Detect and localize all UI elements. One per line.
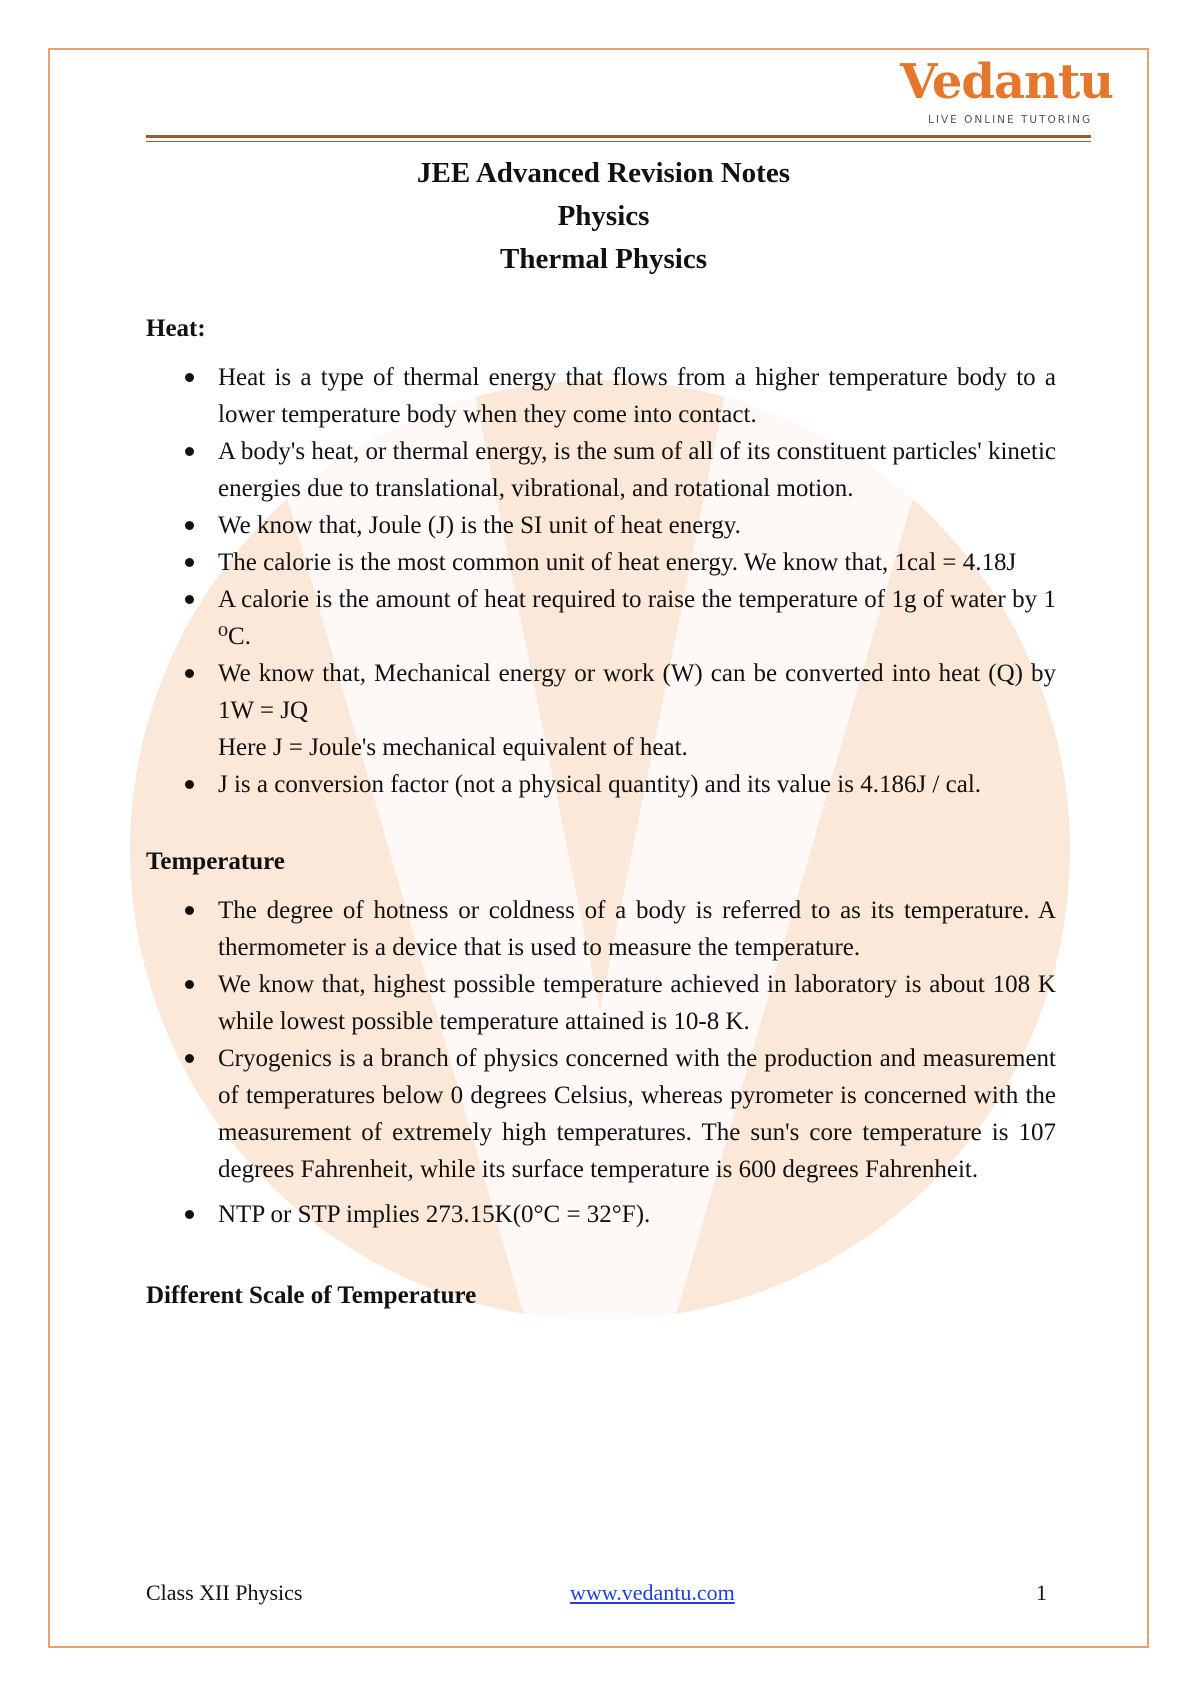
list-item: Cryogenics is a branch of physics concerned with the production and measurement of temperatures below 0 degrees Celsius, whereas pyrometer is concerned with the measurement of extremely high temperatures. The sun's core temperature is 107 degrees Fahrenheit, while its surface temperature is 600 degrees Fahrenheit. [146,1040,1056,1188]
list-item: We know that, highest possible temperature achieved in laboratory is about 108 K while lowest possible temperature attained is 10-8 K. [146,966,1056,1040]
chapter-title: Thermal Physics [499,243,708,275]
footer-website-link[interactable]: www.vedantu.com [570,1580,735,1605]
list-item-note: Here J = Joule's mechanical equivalent of heat. [218,734,688,761]
heat-list [146,359,1056,803]
temperature-heading: Temperature [146,848,285,875]
logo-wordmark: Vedantu [900,54,1114,110]
header-rule-thin [146,141,1091,142]
list-item: The degree of hotness or coldness of a body is referred to as its temperature. A thermometer is a device that is used to measure the temperature. [146,892,1056,966]
list-item: The calorie is the most common unit of heat energy. We know that, 1cal = 4.18J [146,544,1056,581]
main-content [146,310,1056,1314]
scales-heading: Different Scale of Temperature [146,1282,477,1309]
list-item-text: We know that, Mechanical energy or work (W) can be converted into heat (Q) by 1W = JQ [218,660,1056,724]
footer-class-label: Class XII Physics [146,1580,303,1605]
list-item: J is a conversion factor (not a physical quantity) and its value is 4.186J / cal. [146,766,1056,803]
logo-tagline: LIVE ONLINE TUTORING [928,114,1093,126]
header-rule [146,135,1091,138]
list-item: A body's heat, or thermal energy, is the sum of all of its constituent particles' kinetic energies due to translational, vibrational, and rotational motion. [146,433,1056,507]
list-item: NTP or STP implies 273.15K(0°C = 32°F). [146,1196,1056,1233]
page-number: 1 [1036,1580,1047,1605]
list-item: We know that, Joule (J) is the SI unit of heat energy. [146,507,1056,544]
title-block [146,152,1061,281]
list-item: A calorie is the amount of heat required to raise the temperature of 1g of water by 1 ⁰C. [146,581,1056,655]
document-title: JEE Advanced Revision Notes [416,157,790,189]
list-item: Heat is a type of thermal energy that flows from a higher temperature body to a lower temperature body when they come into contact. [146,359,1056,433]
list-item [146,655,1056,766]
heat-heading: Heat: [146,315,206,342]
vedantu-logo [900,54,1114,128]
temperature-list [146,892,1056,1233]
subject-title: Physics [557,200,650,232]
